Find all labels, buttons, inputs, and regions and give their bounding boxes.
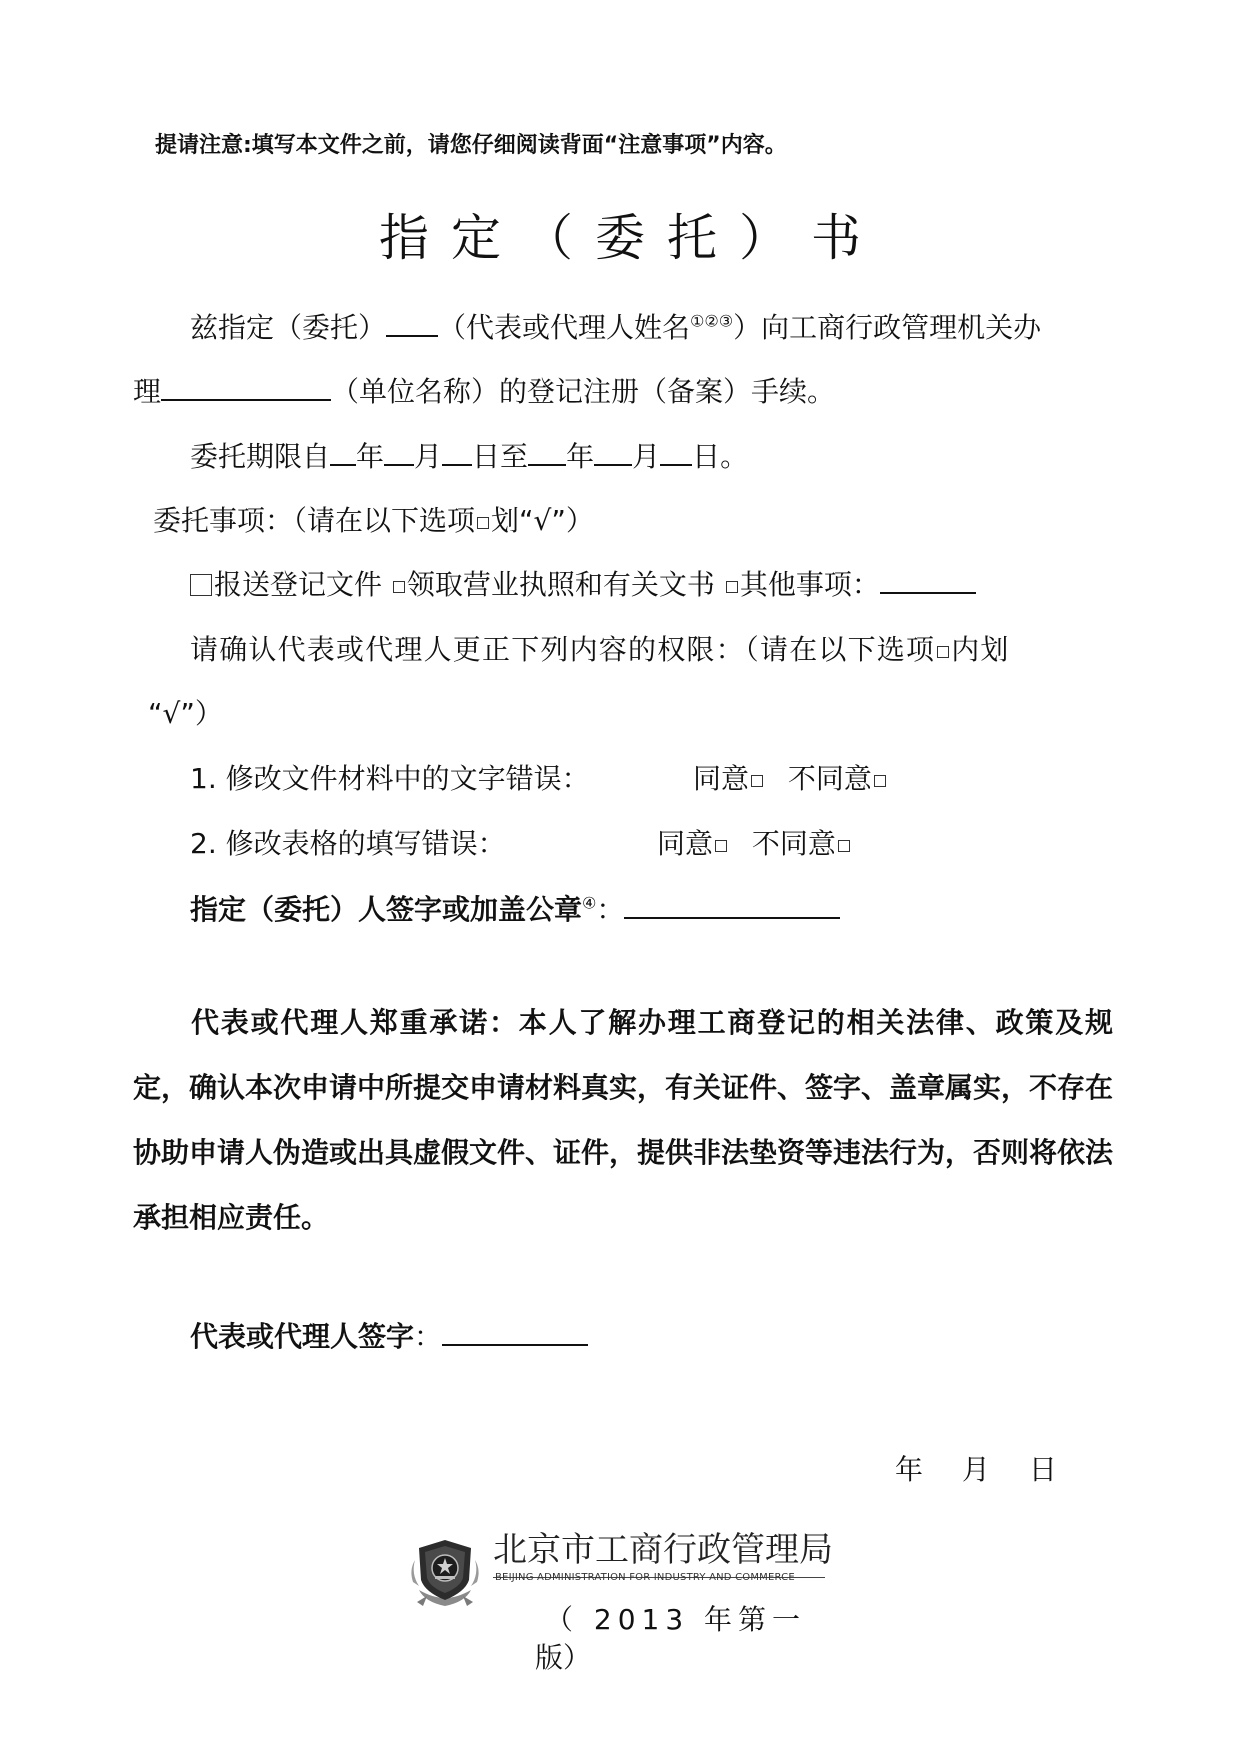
bureau-name-en: BEIJING ADMINISTRATION FOR INDUSTRY AND COMMERCE: [495, 1572, 795, 1583]
document-title: 指定（委托）书: [379, 209, 883, 267]
checkbox-agree-1[interactable]: [751, 775, 763, 787]
end-month-blank[interactable]: [594, 438, 632, 466]
disagree-label: 不同意: [751, 827, 836, 860]
matters-heading-prefix: 委托事项：（请在以下选项: [153, 504, 476, 537]
agent-sign-line: [190, 1315, 588, 1355]
date-day: 日: [1028, 1453, 1057, 1486]
signature-colon: ：: [596, 893, 625, 926]
designation-prefix: 兹指定（委托）: [190, 311, 387, 344]
agree-label: 同意: [693, 762, 750, 795]
checkbox-disagree-2[interactable]: [838, 840, 850, 852]
checkbox-other-matters[interactable]: [726, 581, 738, 593]
period-month1: 月: [414, 440, 443, 473]
edition-line-2: 版）: [535, 1641, 592, 1674]
start-month-blank[interactable]: [384, 438, 414, 466]
designation-line2-suffix: （单位名称）的登记注册（备案）手续。: [331, 375, 836, 408]
notice-text: 提请注意:填写本文件之前，请您仔细阅读背面“注意事项”内容。: [155, 133, 787, 158]
signature-label: 指定（委托）人签字或加盖公章: [190, 893, 583, 926]
matters-heading: [153, 499, 594, 539]
agent-sign-label: 代表或代理人签字: [190, 1320, 415, 1353]
designation-line2-prefix: 理: [133, 375, 162, 408]
period-line: [190, 435, 748, 475]
other-matters-blank[interactable]: [880, 566, 976, 594]
checkbox-icon: [937, 646, 949, 658]
checkbox-icon: [477, 517, 489, 529]
designation-line-2: [133, 370, 835, 410]
option-label: 1. 修改文件材料中的文字错误：: [190, 762, 590, 795]
national-emblem-icon: [405, 1530, 485, 1610]
period-year2: 年: [566, 440, 595, 473]
end-year-blank[interactable]: [528, 438, 566, 466]
agent-sign-colon: ：: [414, 1320, 443, 1353]
checkbox-submit-documents[interactable]: [190, 574, 212, 596]
matter-item-1: 报送登记文件: [214, 568, 383, 601]
option-row: [190, 757, 590, 797]
matters-heading-suffix: 划“√”）: [491, 504, 594, 537]
bureau-name-cn: 北京市工商行政管理局: [493, 1530, 833, 1570]
start-year-blank[interactable]: [330, 438, 356, 466]
designation-footnote-marks: ①②③: [690, 311, 734, 331]
company-name-blank[interactable]: [161, 373, 331, 401]
signature-blank[interactable]: [624, 891, 840, 919]
agent-sign-blank[interactable]: [442, 1318, 588, 1346]
disagree-label: 不同意: [787, 762, 872, 795]
confirm-line-1: [190, 628, 1010, 668]
confirm-line-2: “√”）: [148, 697, 223, 730]
date-year: 年: [895, 1453, 924, 1486]
option-row: [190, 822, 506, 862]
checkbox-receive-license[interactable]: [393, 581, 405, 593]
option-choices: [657, 822, 852, 862]
agent-name-blank[interactable]: [386, 309, 438, 337]
end-day-blank[interactable]: [660, 438, 692, 466]
date-month: 月: [961, 1453, 990, 1486]
confirm-suffix: 内划: [951, 633, 1010, 666]
matters-options: [190, 563, 976, 603]
matter-item-2: 领取营业执照和有关文书: [406, 568, 715, 601]
checkbox-disagree-1[interactable]: [874, 775, 886, 787]
confirm-prefix: 请确认代表或代理人更正下列内容的权限：（请在以下选项: [190, 633, 936, 666]
edition-line-1: （ 2013 年第一: [545, 1603, 807, 1636]
period-year1: 年: [356, 440, 385, 473]
promise-paragraph: 代表或代理人郑重承诺：本人了解办理工商登记的相关法律、政策及规定，确认本次申请中所提交申请材料真实，有关证件、签字、盖章属实，不存在协助申请人伪造或出具虚假文件、证件，提供非法垫资等违法行为，否则将依法承担相应责任。: [133, 1006, 1114, 1234]
period-day2: 日。: [692, 440, 749, 473]
option-choices: [693, 757, 888, 797]
signature-footnote-mark: ④: [582, 893, 597, 913]
matter-item-3: 其他事项：: [739, 568, 880, 601]
signature-line: [190, 888, 840, 928]
date-line: [895, 1448, 1087, 1488]
checkbox-agree-2[interactable]: [715, 840, 727, 852]
designation-hint: （代表或代理人姓名: [438, 311, 691, 344]
period-day1: 日至: [472, 440, 529, 473]
option-label: 2. 修改表格的填写错误：: [190, 827, 506, 860]
start-day-blank[interactable]: [442, 438, 472, 466]
period-month2: 月: [632, 440, 661, 473]
designation-suffix: ）向工商行政管理机关办: [733, 311, 1042, 344]
period-prefix: 委托期限自: [190, 440, 331, 473]
designation-line-1: [190, 306, 1041, 346]
agree-label: 同意: [657, 827, 714, 860]
